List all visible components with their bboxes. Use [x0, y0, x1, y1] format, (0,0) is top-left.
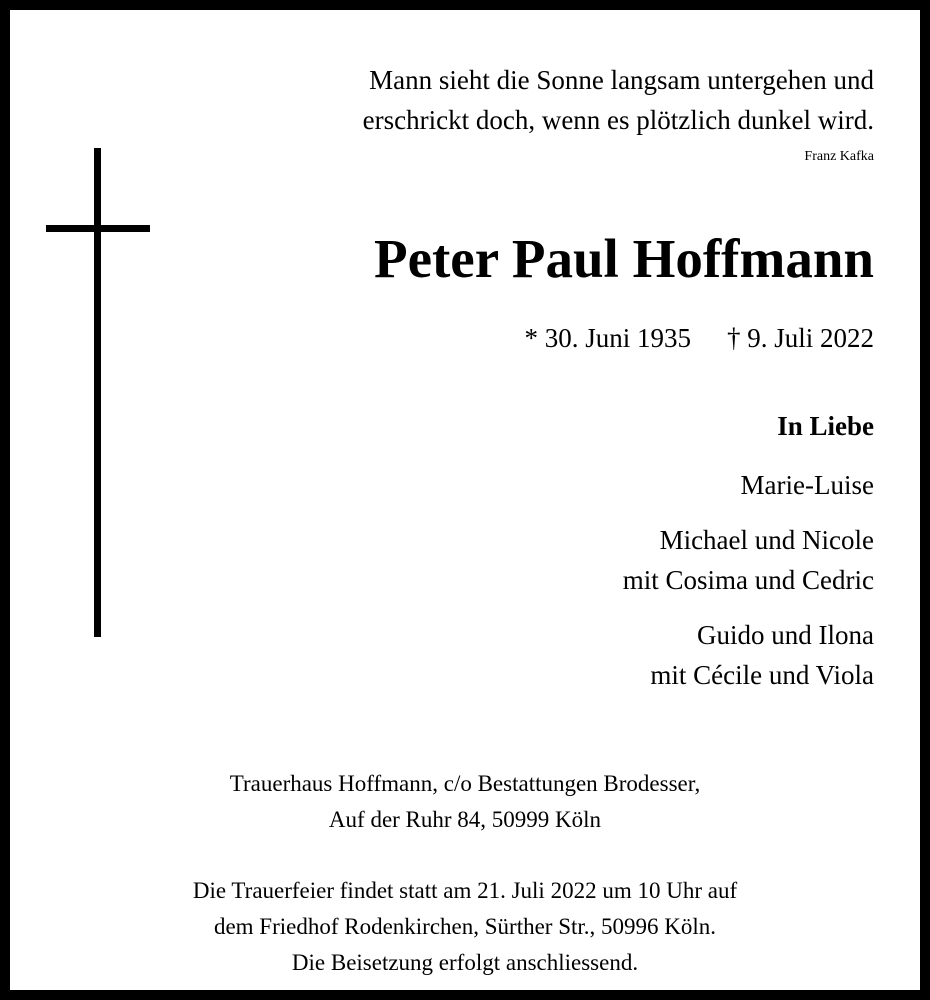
mourner-group	[623, 520, 874, 600]
life-dates	[524, 320, 874, 356]
cross-horizontal-bar	[46, 225, 150, 232]
quote-author: Franz Kafka	[804, 149, 874, 164]
address-line-1: Trauerhaus Hoffmann, c/o Bestattungen Brodesser,	[229, 771, 701, 796]
mourner-group	[623, 465, 874, 505]
cross-vertical-bar	[94, 148, 101, 637]
birth-date: * 30. Juni 1935	[524, 323, 691, 353]
mourners-list	[623, 465, 874, 695]
mourning-house-address	[20, 766, 910, 838]
mourner-line: mit Cécile und Viola	[650, 660, 874, 690]
deceased-name: Peter Paul Hoffmann	[373, 228, 874, 289]
quote-line-1: Mann sieht die Sonne langsam untergehen und	[369, 65, 874, 95]
quote-line-2: erschrickt doch, wenn es plötzlich dunkel wird.	[362, 105, 874, 135]
ceremony-line-1: Die Trauerfeier findet statt am 21. Juli 2022 um 10 Uhr auf	[192, 878, 738, 903]
kafka-quote	[363, 60, 874, 140]
mourner-line: mit Cosima und Cedric	[622, 565, 874, 595]
ceremony-line-3: Die Beisetzung erfolgt anschliessend.	[291, 950, 639, 975]
mourner-line: Guido und Ilona	[697, 620, 874, 650]
mourners-heading: In Liebe	[777, 411, 874, 441]
address-line-2: Auf der Ruhr 84, 50999 Köln	[328, 807, 602, 832]
death-date: † 9. Juli 2022	[726, 323, 874, 353]
ceremony-line-2: dem Friedhof Rodenkirchen, Sürther Str., 50996 Köln.	[213, 914, 717, 939]
mourner-line: Michael und Nicole	[659, 525, 874, 555]
funeral-information	[20, 873, 910, 981]
mourner-group	[623, 615, 874, 695]
mourner-line: Marie-Luise	[740, 470, 874, 500]
